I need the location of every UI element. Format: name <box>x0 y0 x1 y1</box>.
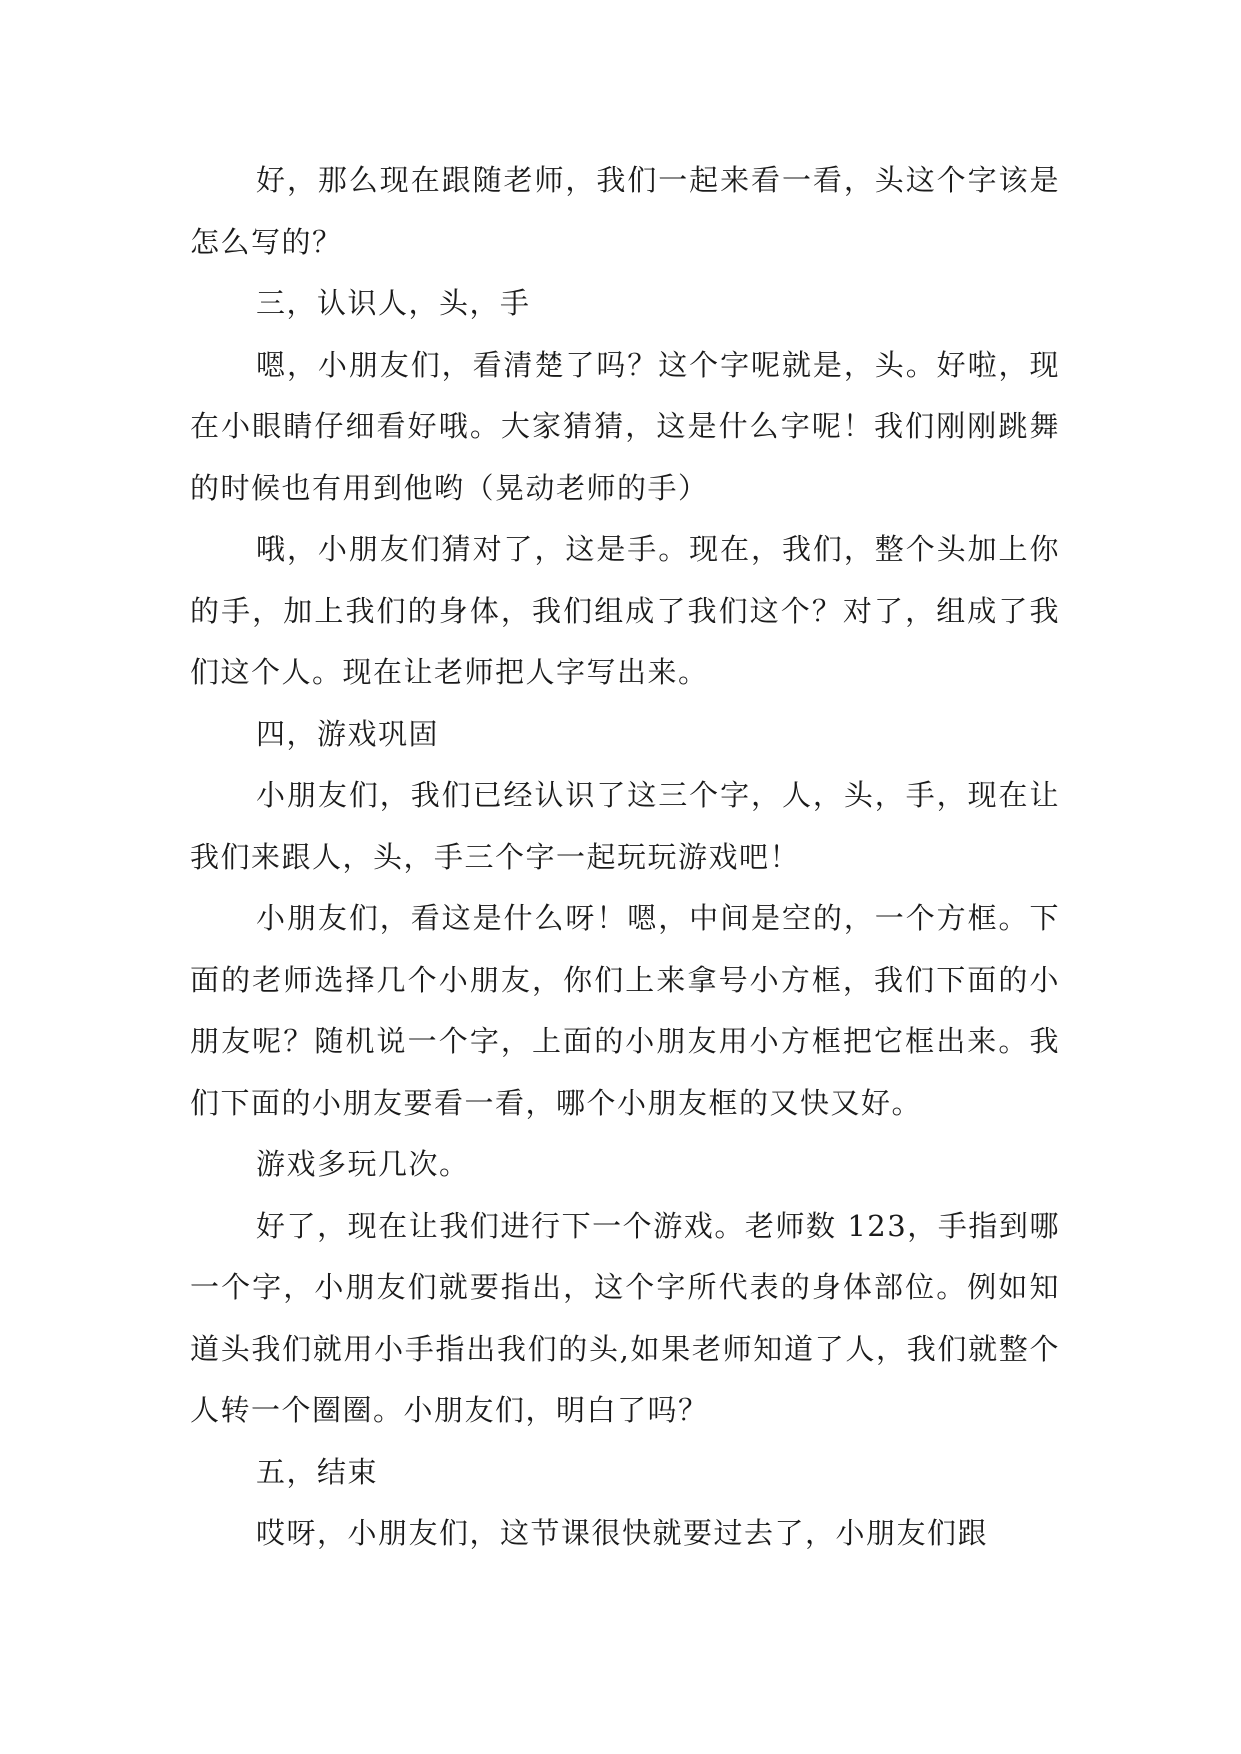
paragraph-next-game: 好了，现在让我们进行下一个游戏。老师数 123，手指到哪一个字，小朋友们就要指出，这个字所代表的身体部位。例如知道头我们就用小手指出我们的头,如果老师知道了人，我们就整个人转一个圈圈。小朋友们，明白了吗？ <box>190 1208 1060 1427</box>
paragraph-repeat-game: 游戏多玩几次。 <box>256 1147 470 1181</box>
section-heading-three: 三，认识人，头，手 <box>256 286 531 320</box>
document-body <box>190 150 1060 1565</box>
section-heading-five: 五，结束 <box>256 1454 379 1489</box>
paragraph-game-intro: 小朋友们，我们已经认识了这三个字，人，头，手，现在让我们来跟人，头，手三个字一起玩玩游戏吧！ <box>190 778 1060 874</box>
section-heading-four: 四，游戏巩固 <box>256 716 440 751</box>
paragraph-head-character: 嗯，小朋友们，看清楚了吗？这个字呢就是，头。好啦，现在小眼睛仔细看好哦。大家猜猜，这是什么字呢！我们刚刚跳舞的时候也有用到他哟（晃动老师的手） <box>190 347 1060 505</box>
paragraph-intro: 好，那么现在跟随老师，我们一起来看一看，头这个字该是怎么写的？ <box>190 163 1060 259</box>
paragraph-box-game: 小朋友们，看这是什么呀！嗯，中间是空的，一个方框。下面的老师选择几个小朋友，你们上来拿号小方框，我们下面的小朋友呢？随机说一个字，上面的小朋友用小方框把它框出来。我们下面的小朋友要看一看，哪个小朋友框的又快又好。 <box>190 901 1060 1120</box>
paragraph-hand-character: 哦，小朋友们猜对了，这是手。现在，我们，整个头加上你的手，加上我们的身体，我们组成了我们这个？对了，组成了我们这个人。现在让老师把人字写出来。 <box>190 532 1060 689</box>
paragraph-closing: 哎呀，小朋友们，这节课很快就要过去了，小朋友们跟 <box>256 1516 989 1550</box>
